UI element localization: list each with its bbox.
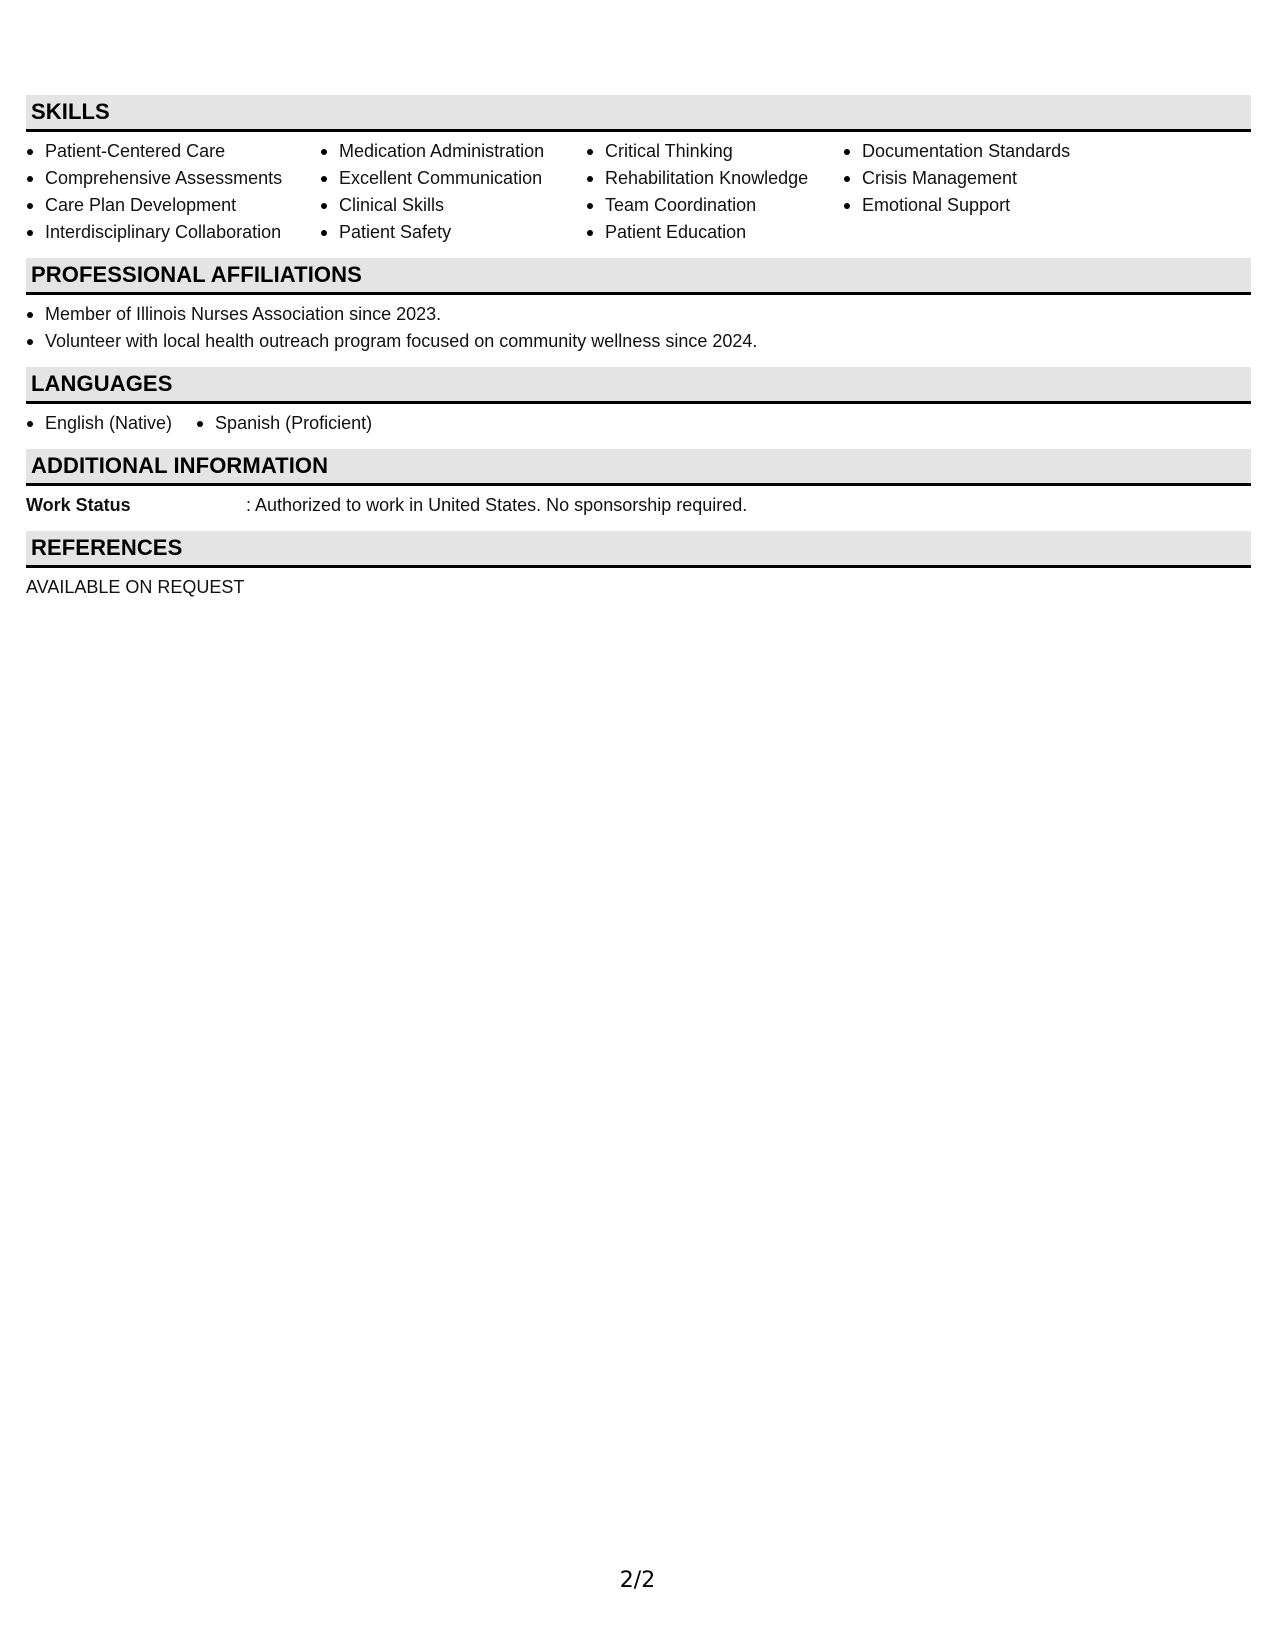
language-item: English (Native): [26, 410, 172, 437]
skill-item: Emotional Support: [843, 192, 1103, 219]
affiliation-item: Member of Illinois Nurses Association since 2023.: [26, 301, 1251, 328]
skills-header: [26, 95, 1251, 132]
languages-section: [26, 367, 1251, 449]
skill-item: Comprehensive Assessments: [26, 165, 320, 192]
skills-body: [26, 132, 1251, 258]
affiliations-title: PROFESSIONAL AFFILIATIONS: [31, 262, 362, 287]
skill-item: Crisis Management: [843, 165, 1103, 192]
references-text: AVAILABLE ON REQUEST: [26, 577, 245, 597]
skill-item: Patient Education: [586, 219, 843, 246]
skill-item: Medication Administration: [320, 138, 586, 165]
affiliations-body: [26, 295, 1251, 367]
skill-item: Patient Safety: [320, 219, 586, 246]
skills-grid: [26, 138, 1251, 246]
resume-page: [26, 95, 1251, 613]
skill-item: Patient-Centered Care: [26, 138, 320, 165]
skill-item: Team Coordination: [586, 192, 843, 219]
work-status-label: Work Status: [26, 495, 131, 515]
skills-column-2: [320, 138, 586, 246]
skills-column-1: [26, 138, 320, 246]
references-header: [26, 531, 1251, 568]
work-status-value: : Authorized to work in United States. No sponsorship required.: [246, 495, 748, 515]
languages-list: [26, 410, 1251, 437]
additional-info-title: ADDITIONAL INFORMATION: [31, 453, 329, 478]
additional-info-body: [26, 486, 1251, 531]
languages-header: [26, 367, 1251, 404]
languages-title: LANGUAGES: [31, 371, 173, 396]
affiliation-item: Volunteer with local health outreach program focused on community wellness since 2024.: [26, 328, 1251, 355]
skill-item: Clinical Skills: [320, 192, 586, 219]
skills-column-3: [586, 138, 843, 246]
skill-item: Interdisciplinary Collaboration: [26, 219, 320, 246]
language-item: Spanish (Proficient): [196, 410, 372, 437]
references-title: REFERENCES: [31, 535, 183, 560]
skills-section: [26, 95, 1251, 258]
work-status-row: [26, 492, 1251, 519]
affiliations-section: [26, 258, 1251, 367]
page-number: 2/2: [619, 1568, 656, 1593]
skill-item: Care Plan Development: [26, 192, 320, 219]
additional-info-header: [26, 449, 1251, 486]
skills-title: SKILLS: [31, 99, 110, 124]
skill-item: Excellent Communication: [320, 165, 586, 192]
affiliations-header: [26, 258, 1251, 295]
languages-body: [26, 404, 1251, 449]
references-section: [26, 531, 1251, 613]
skill-item: Documentation Standards: [843, 138, 1103, 165]
additional-info-section: [26, 449, 1251, 531]
skill-item: Rehabilitation Knowledge: [586, 165, 843, 192]
skills-column-4: [843, 138, 1103, 246]
skill-item: Critical Thinking: [586, 138, 843, 165]
references-body: [26, 568, 1251, 613]
